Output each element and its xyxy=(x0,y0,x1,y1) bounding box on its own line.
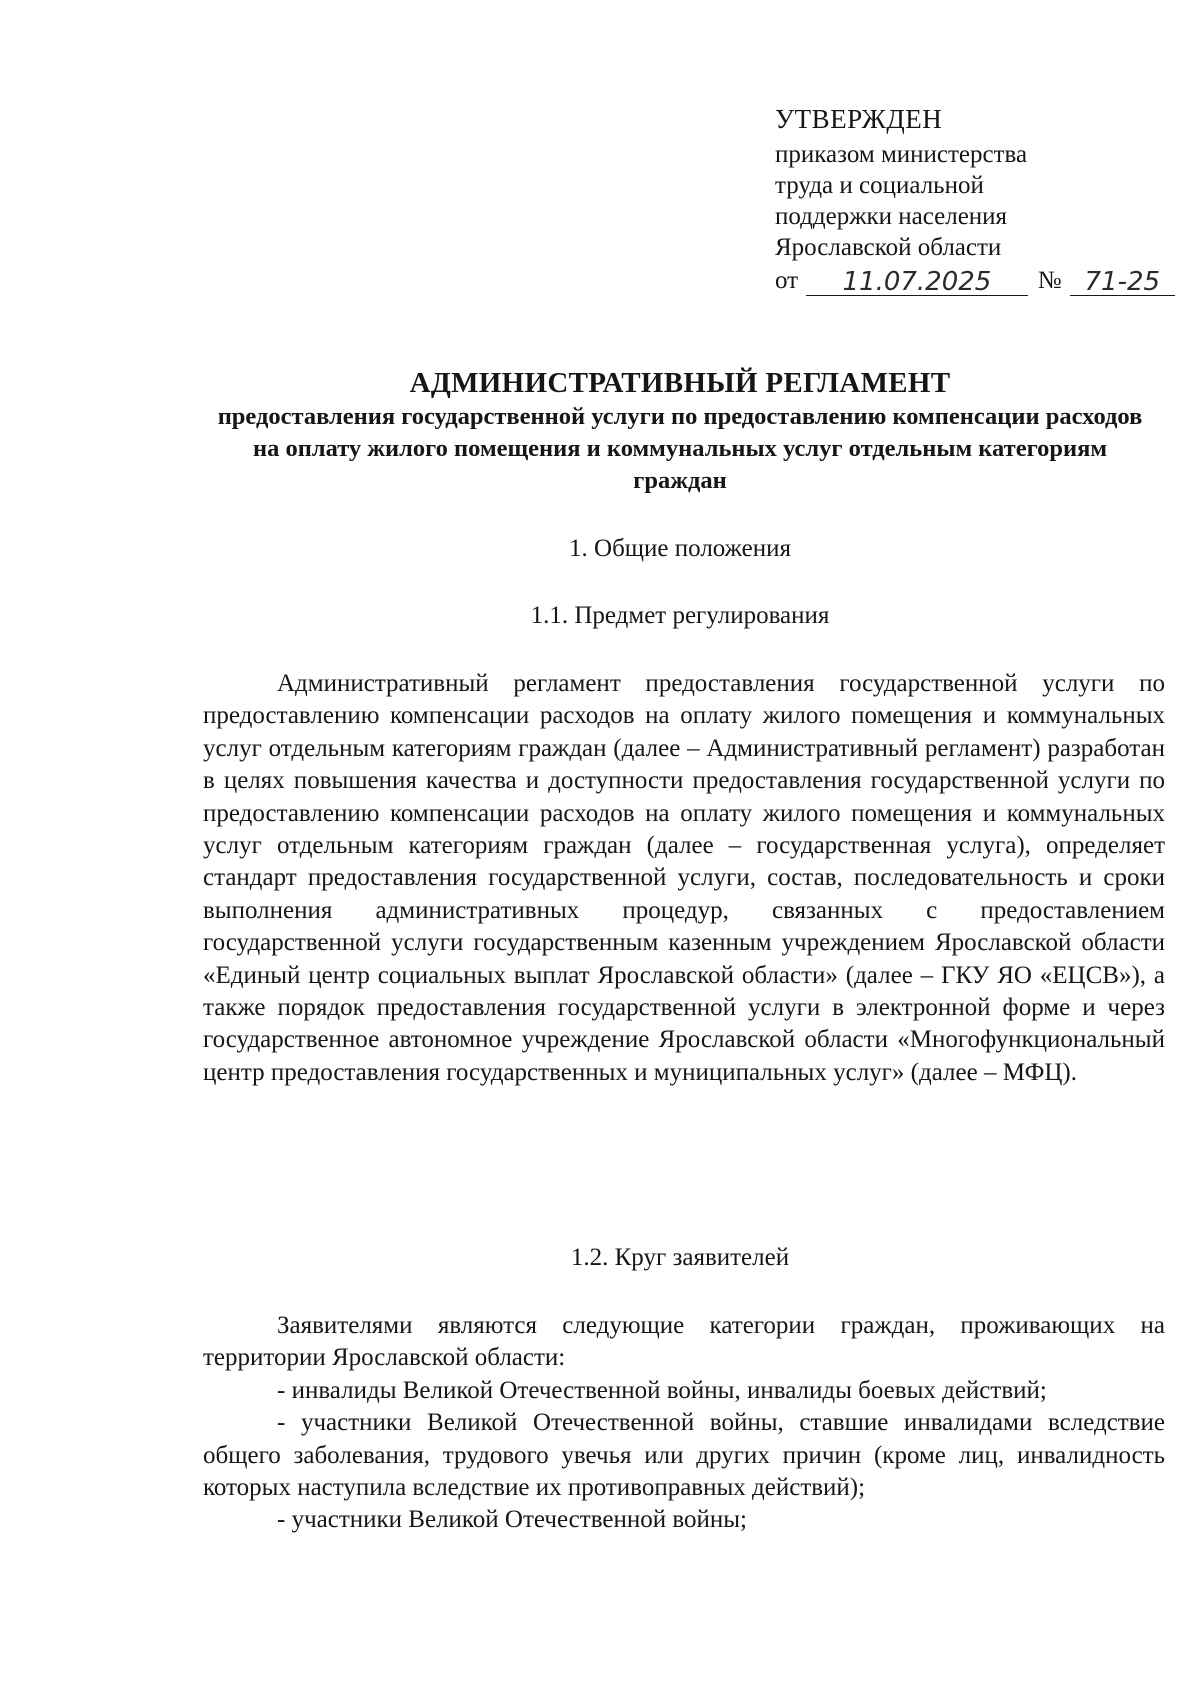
list-item: - участники Великой Отечественной войны; xyxy=(277,1506,747,1534)
subject-paragraph: Административный регламент предоставления государственной услуги по предоставлению компенсации расходов на оплату жилого помещения и коммунальных услуг отдельным категориям граждан (далее – Административный регламент) разработан в целях повышения качества и доступности предоставления государственной услуги по предоставлению компенсации расходов на оплату жилого помещения и коммунальных услуг отдельным категориям граждан (далее – государственная услуга), определяет стандарт предоставления государственной услуги, состав, последовательность и сроки выполнения административных процедур, связанных с предоставлением государственной услуги государственным казенным учреждением Ярославской области «Единый центр социальных выплат Ярославской области» (далее – ГКУ ЯО «ЕЦСВ»), а также порядок предоставления государственной услуги в электронной форме и через государственное автономное учреждение Ярославской области «Многофункциональный центр предоставления государственных и муниципальных услуг» (далее – МФЦ). xyxy=(203,670,1165,1086)
approval-date-row xyxy=(775,265,1175,296)
approval-title: УТВЕРЖДЕН xyxy=(775,104,943,134)
list-item: - инвалиды Великой Отечественной войны, инвалиды боевых действий; xyxy=(277,1376,1047,1404)
handwritten-number: 71-25 xyxy=(1070,269,1175,296)
applicants-intro: Заявителями являются следующие категории граждан, проживающих на территории Ярославской области: xyxy=(203,1312,1165,1372)
approval-line: поддержки населения xyxy=(775,203,1008,230)
number-label: № xyxy=(1037,267,1062,294)
list-item: - участники Великой Отечественной войны, ставшие инвалидами вследствие общего заболевания, трудового увечья или других причин (кроме лиц, инвалидность которых наступила вследствие их противоправных действий); xyxy=(203,1409,1165,1502)
subject-paragraph-block xyxy=(203,668,1165,1089)
section-title-general: 1. Общие положения xyxy=(569,535,791,562)
approval-line: приказом министерства xyxy=(775,141,1028,168)
approval-line: Ярославской области xyxy=(775,234,1002,261)
date-prefix: от xyxy=(775,267,799,294)
approval-block xyxy=(775,104,1175,296)
section-title-subject: 1.1. Предмет регулирования xyxy=(530,602,830,629)
applicants-block xyxy=(203,1310,1165,1537)
document-subtitle: предоставления государственной услуги по предоставлению компенсации расходов на оплату жилого помещения и коммунальных услуг отдельным категориям граждан xyxy=(217,403,1143,494)
document-title: АДМИНИСТРАТИВНЫЙ РЕГЛАМЕНТ xyxy=(409,367,951,399)
handwritten-date: 11.07.2025 xyxy=(806,269,1028,296)
approval-line: труда и социальной xyxy=(775,172,984,199)
section-title-applicants: 1.2. Круг заявителей xyxy=(570,1244,790,1271)
document-heading xyxy=(190,365,1170,497)
